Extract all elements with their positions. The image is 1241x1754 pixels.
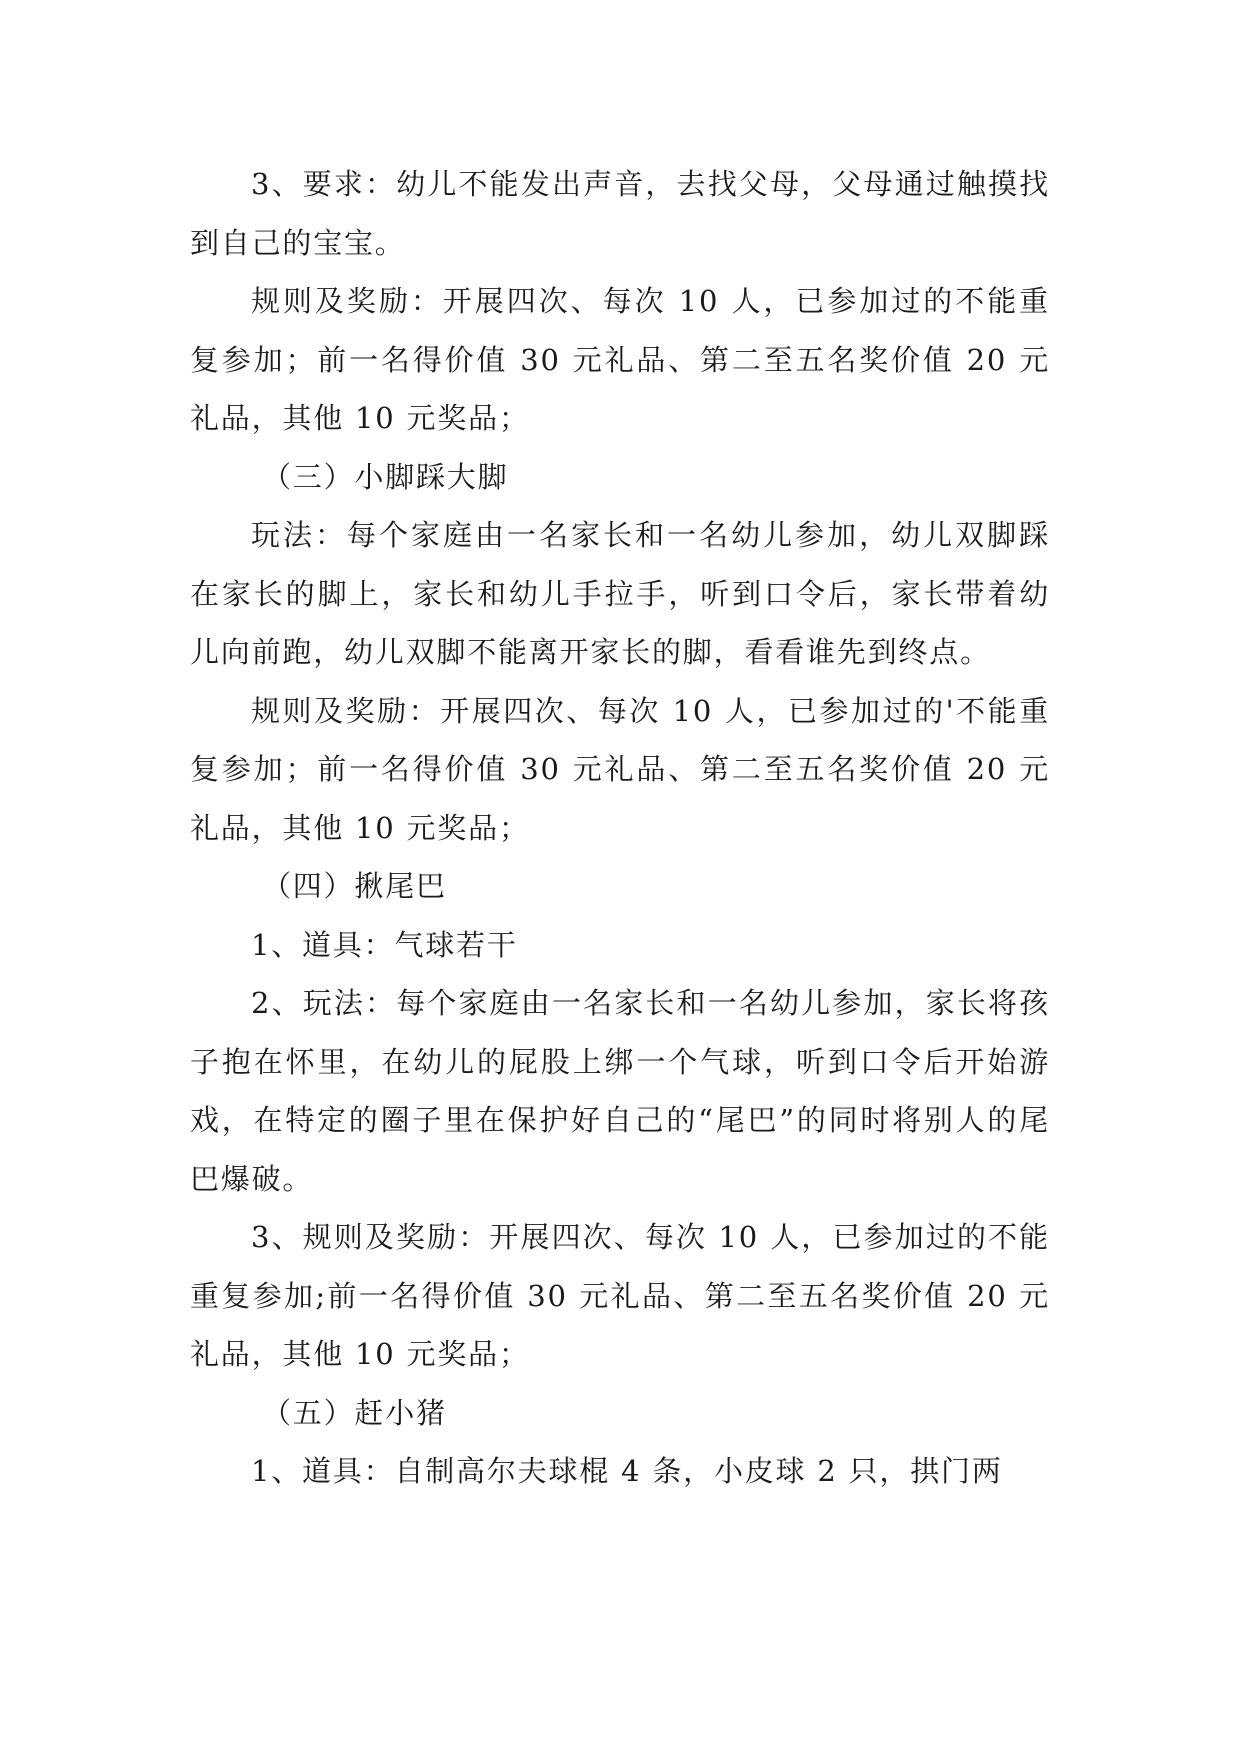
paragraph-props: 1、道具：自制高尔夫球棍 4 条，小皮球 2 只，拱门两 — [251, 1454, 1003, 1488]
paragraph-rules-rewards: 3、规则及奖励：开展四次、每次 10 人，已参加过的不能重复参加;前一名得价值 30 元礼品、第二至五名奖价值 20 元礼品，其他 10 元奖品； — [190, 1220, 1050, 1371]
paragraph-gameplay: 2、玩法：每个家庭由一名家长和一名幼儿参加，家长将孩子抱在怀里，在幼儿的屁股上绑一个气球，听到口令后开始游戏，在特定的圈子里在保护好自己的“尾巴”的同时将别人的尾巴爆破。 — [190, 986, 1050, 1196]
section-heading-5: （五）赶小猪 — [262, 1395, 447, 1430]
section-heading-3: （三）小脚踩大脚 — [262, 459, 509, 494]
paragraph-rules-rewards: 规则及奖励：开展四次、每次 10 人，已参加过的'不能重复参加；前一名得价值 30 元礼品、第二至五名奖价值 20 元礼品，其他 10 元奖品； — [190, 693, 1050, 845]
section-heading-4: （四）揪尾巴 — [262, 869, 447, 903]
paragraph-rules-rewards: 规则及奖励：开展四次、每次 10 人，已参加过的不能重复参加；前一名得价值 30 元礼品、第二至五名奖价值 20 元礼品，其他 10 元奖品； — [190, 284, 1050, 435]
document-body — [190, 155, 1050, 1501]
paragraph-gameplay: 玩法：每个家庭由一名家长和一名幼儿参加，幼儿双脚踩在家长的脚上，家长和幼儿手拉手，听到口令后，家长带着幼儿向前跑，幼儿双脚不能离开家长的脚，看看谁先到终点。 — [190, 518, 1050, 669]
paragraph-requirement: 3、要求：幼儿不能发出声音，去找父母，父母通过触摸找到自己的宝宝。 — [190, 167, 1050, 260]
paragraph-props: 1、道具：气球若干 — [251, 927, 518, 962]
